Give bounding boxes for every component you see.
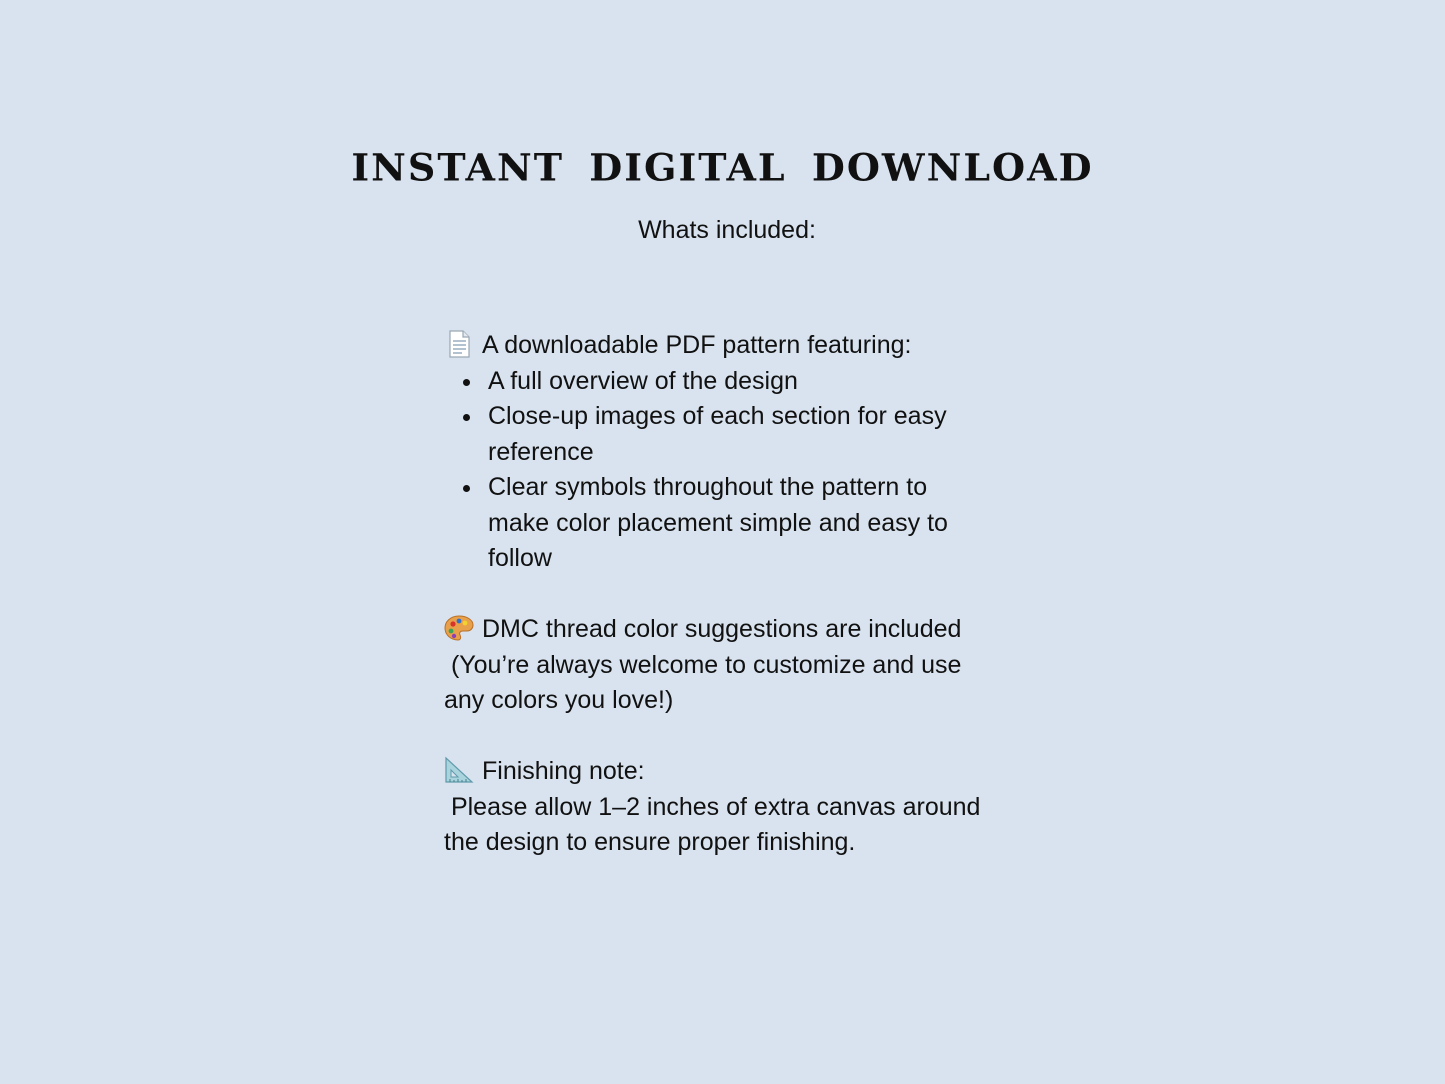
finishing-line-2 (444, 825, 1004, 861)
list-item-text: A full overview of the design (488, 366, 798, 395)
pdf-heading-line (444, 328, 1004, 364)
feature-list (444, 364, 1004, 577)
page-title: INSTANT DIGITAL DOWNLOAD (351, 145, 1094, 190)
dmc-line-1 (444, 612, 1004, 648)
finishing-text-1: Please allow 1–2 inches of extra canvas around (450, 792, 981, 821)
subtitle: Whats included: (638, 216, 816, 244)
bullet-icon (463, 379, 470, 386)
dmc-line-3 (444, 683, 1004, 719)
finishing-heading-line (444, 754, 1004, 790)
finishing-heading: Finishing note: (482, 757, 645, 785)
dmc-text-3: any colors you love!) (444, 686, 674, 714)
list-item-text: Close-up images of each section for easy reference (488, 402, 947, 466)
dmc-text-1: DMC thread color suggestions are included (482, 615, 962, 643)
spacer (444, 719, 1004, 755)
bullet-icon (463, 414, 470, 421)
pdf-heading: A downloadable PDF pattern featuring: (482, 331, 912, 359)
finishing-line-1 (444, 790, 1004, 826)
dmc-section (444, 612, 1004, 719)
list-item-text: Clear symbols throughout the pattern to make color placement simple and easy to follow (488, 473, 948, 572)
page-facing-up-icon (444, 330, 474, 358)
dmc-text-2: (You’re always welcome to customize and use (450, 650, 962, 679)
finishing-section (444, 754, 1004, 861)
spacer (444, 577, 1004, 613)
list-item (444, 399, 988, 470)
list-item (444, 364, 988, 400)
dmc-line-2 (444, 648, 1004, 684)
bullet-icon (463, 485, 470, 492)
content (444, 328, 1004, 861)
pdf-section (444, 328, 1004, 577)
triangular-ruler-icon (444, 756, 474, 784)
list-item (444, 470, 988, 577)
artist-palette-icon (444, 614, 474, 642)
finishing-text-2: the design to ensure proper finishing. (444, 828, 856, 856)
